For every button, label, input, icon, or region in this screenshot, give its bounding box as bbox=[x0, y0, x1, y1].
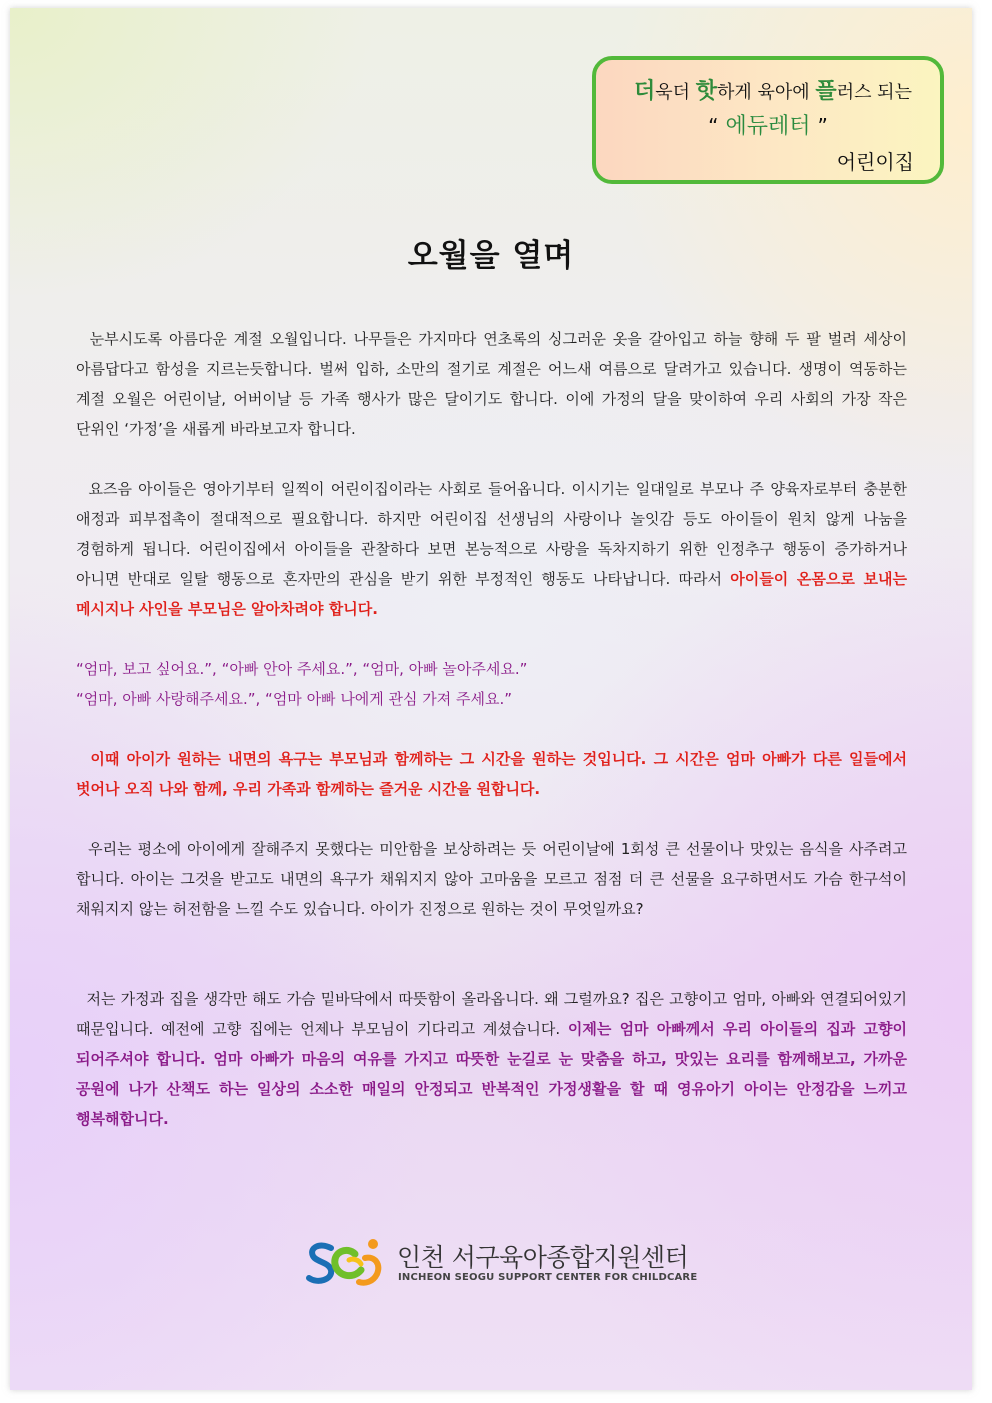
paragraph-text: 이때 아이가 원하는 내면의 욕구는 부모님과 함께하는 그 시간을 원하는 것입니다. 그 시간은 엄마 아빠가 다른 일들에서 벗어나 오직 나와 함께, 우리 가족과 함께하는 즐거운 시간을 원합니다. bbox=[76, 750, 907, 798]
paragraph-text: “엄마, 아빠 사랑해주세요.”, “엄마 아빠 나에게 관심 가져 주세요.” bbox=[76, 690, 513, 708]
edu-letter-badge bbox=[592, 56, 944, 184]
paragraph-text: “엄마, 보고 싶어요.”, “아빠 안아 주세요.”, “엄마, 아빠 놀아주세요.” bbox=[76, 660, 528, 678]
badge-org: 어린이집 bbox=[836, 150, 914, 174]
paragraph-gifts bbox=[76, 834, 907, 924]
paragraph-child-voices bbox=[76, 654, 907, 714]
paragraph-text: 요즈음 아이들은 영아기부터 일찍이 어린이집이라는 사회로 들어옵니다. 이시기는 일대일로 부모나 주 양육자로부터 충분한 애정과 피부접촉이 절대적으로 필요합니다. 하지만 어린이집 선생님의 사랑이나 놀잇감 등도 아이들이 원치 않게 나눔을 경험하게 됩니다. 어린이집에서 아이들을 관찰하다 보면 본능적으로 사랑을 독차지하기 위한 인정추구 행동이 증가하거나 아니면 반대로 일탈 행동으로 혼자만의 관심을 받기 위한 부정적인 행동도 나타납니다. 따라서 bbox=[76, 480, 907, 588]
paragraph-text: 저는 가정과 집을 생각만 해도 가슴 밑바닥에서 따뜻함이 올라옵니다. 왜 그럴까요? 집은 고향이고 엄마, 아빠와 연결되어있기 때문입니다. 예전에 고향 집에는 언제나 부모님이 기다리고 계셨습니다. bbox=[76, 990, 907, 1038]
paragraph-text: 눈부시도록 아름다운 계절 오월입니다. 나무들은 가지마다 연초록의 싱그러운 옷을 갈아입고 하늘 향해 두 팔 벌려 세상이 아름답다고 함성을 지르는듯합니다. 벌써 입하, 소만의 절기로 계절은 어느새 여름으로 달려가고 있습니다. 생명이 역동하는 계절 오월은 어린이날, 어버이날 등 가족 행사가 많은 달이기도 합니다. 이에 가정의 달을 맞이하여 우리 사회의 가장 작은 단위인 ‘가정’을 새롭게 바라보고자 합니다. bbox=[76, 330, 907, 438]
slogan-text: 러스 되는 bbox=[836, 82, 912, 103]
paragraph-inner-needs bbox=[76, 744, 907, 804]
slogan-text: 욱더 bbox=[655, 82, 696, 103]
paragraph-home bbox=[76, 984, 907, 1134]
center-name-english: INCHEON SEOGU SUPPORT CENTER FOR CHILDCARE bbox=[398, 1272, 698, 1283]
slogan-highlight-letter: 핫 bbox=[695, 79, 718, 104]
badge-slogan bbox=[634, 74, 912, 105]
close-quote: ” bbox=[817, 114, 828, 138]
center-logo bbox=[305, 1234, 698, 1294]
letter-name: 에듀레터 bbox=[725, 114, 811, 139]
paragraph-infants bbox=[76, 474, 907, 624]
badge-letter-name bbox=[596, 109, 940, 140]
paragraph-text: 우리는 평소에 아이에게 잘해주지 못했다는 미안함을 보상하려는 듯 어린이날에 1회성 큰 선물이나 맛있는 음식을 사주려고 합니다. 아이는 그것을 받고도 내면의 욕구가 채워지지 않아 고마움을 모르고 점점 더 큰 선물을 요구하면서도 가슴 한구석이 채워지지 않는 허전함을 느낄 수도 있습니다. 아이가 진정으로 원하는 것이 무엇일까요? bbox=[76, 840, 907, 918]
slogan-highlight-letter: 더 bbox=[634, 79, 656, 104]
center-name-korean: 인천 서구육아종합지원센터 bbox=[397, 1243, 689, 1272]
paragraph-intro bbox=[76, 324, 907, 444]
slogan-highlight-letter: 플 bbox=[815, 79, 837, 104]
open-quote: “ bbox=[708, 114, 719, 138]
newsletter-page bbox=[10, 8, 972, 1390]
paragraph-text: 이제는 엄마 아빠께서 우리 아이들의 집과 고향이 되어주셔야 합니다. 엄마 아빠가 마음의 여유를 가지고 따뜻한 눈길로 눈 맞춤을 하고, 맛있는 요리를 함께해보고, 가까운 공원에 나가 산책도 하는 일상의 소소한 매일의 안정되고 반복적인 가정생활을 할 때 영유아기 아이는 안정감을 느끼고 행복해합니다. bbox=[76, 1020, 907, 1128]
center-logo-icon bbox=[305, 1234, 389, 1290]
slogan-text: 하게 육아에 bbox=[717, 82, 816, 103]
paragraph-text: 아이들이 온몸으로 보내는 메시지나 사인을 부모님은 알아차려야 합니다. bbox=[76, 570, 908, 618]
page-title: 오월을 열며 bbox=[407, 238, 575, 274]
